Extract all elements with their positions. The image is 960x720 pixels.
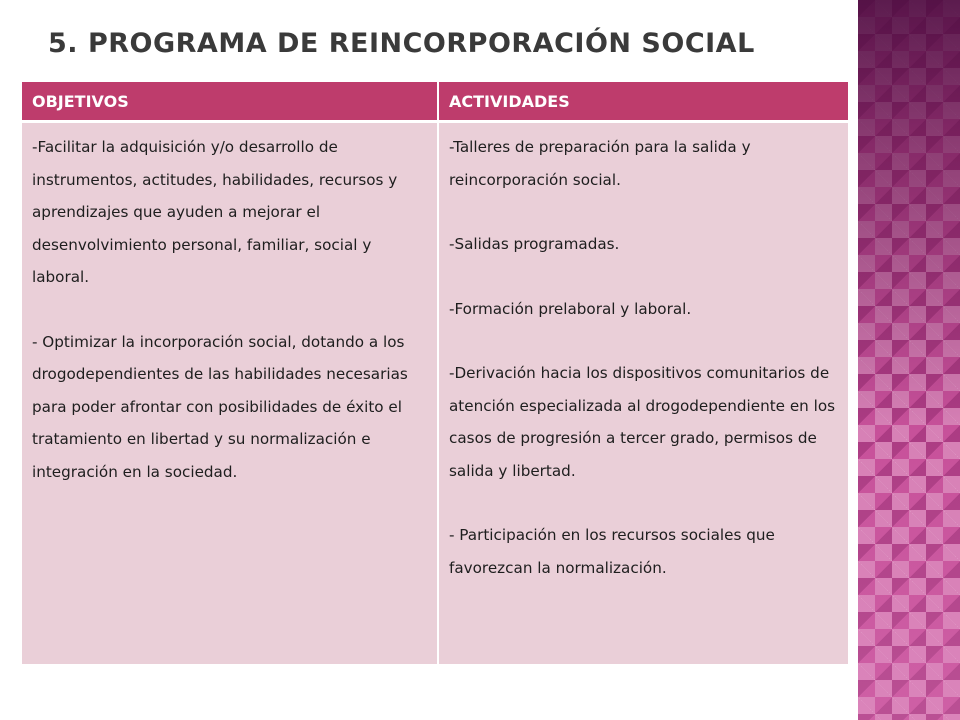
objetivo-item: - Optimizar la incorporación social, dotando a los drogodependientes de las habilidades necesarias para poder afrontar con posibilidades de éxito el tratamiento en libertad y su normalización e integración en la sociedad. <box>32 332 408 481</box>
actividad-item: - Participación en los recursos sociales que favorezcan la normalización. <box>449 526 775 577</box>
objectives-activities-table <box>22 82 848 664</box>
decorative-side-band <box>858 0 960 720</box>
objetivos-cell <box>22 122 438 665</box>
actividad-item: -Derivación hacia los dispositivos comunitarios de atención especializada al drogodependiente en los casos de progresión a tercer grado, permisos de salida y libertad. <box>449 364 836 480</box>
paragraph-spacer <box>449 487 838 519</box>
table-row <box>22 122 848 665</box>
header-objetivos: OBJETIVOS <box>22 82 438 122</box>
actividad-item: -Talleres de preparación para la salida y reincorporación social. <box>449 138 751 189</box>
paragraph-spacer <box>32 294 427 326</box>
objetivo-item: -Facilitar la adquisición y/o desarrollo de instrumentos, actitudes, habilidades, recursos y aprendizajes que ayuden a mejorar el desenvolvimiento personal, familiar, social y laboral. <box>32 138 398 286</box>
paragraph-spacer <box>449 325 838 357</box>
slide-title: 5. PROGRAMA DE REINCORPORACIÓN SOCIAL <box>48 28 755 59</box>
paragraph-spacer <box>449 261 838 293</box>
paragraph-spacer <box>449 196 838 228</box>
actividad-item: -Salidas programadas. <box>449 235 620 253</box>
content-table-wrapper <box>22 82 848 664</box>
table-header-row <box>22 82 848 122</box>
actividades-cell <box>438 122 848 665</box>
header-actividades: ACTIVIDADES <box>438 82 848 122</box>
actividad-item: -Formación prelaboral y laboral. <box>449 299 692 318</box>
